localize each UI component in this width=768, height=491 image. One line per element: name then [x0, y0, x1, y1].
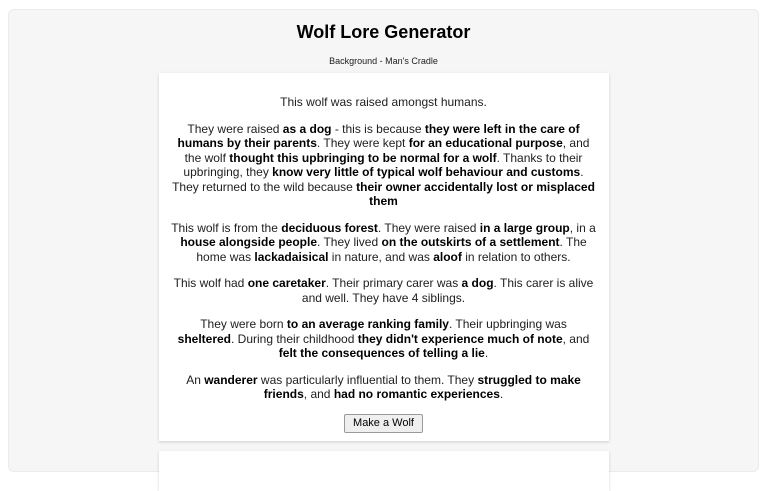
lore-paragraph-caretaker: This wolf had one caretaker. Their primary carer was a dog. This carer is alive and well. They have 4 siblings.	[173, 276, 594, 305]
generator-panel	[8, 9, 759, 472]
lore-paragraph-relationships: An wanderer was particularly influential to them. They struggled to make friends, and had no romantic experiences.	[186, 372, 581, 401]
next-lore-card	[159, 451, 609, 491]
button-row	[171, 414, 597, 433]
lore-card	[159, 73, 609, 441]
lore-paragraph-family: They were born to an average ranking family. Their upbringing was sheltered. During their childhood they didn't experience much of note, and felt the consequences of telling a lie.	[177, 317, 590, 360]
page-subtitle: Background - Man's Cradle	[329, 56, 438, 66]
lore-paragraph-upbringing: They were raised as a dog - this is because they were left in the care of humans by their parents. They were kept for an educational purpose, and the wolf thought this upbringing to be normal for a wolf. Thanks to their upbringing, they know very little of typical wolf behaviour and customs. They returned to the wild because their owner accidentally lost or misplaced them	[172, 121, 595, 208]
lore-paragraph-origin: This wolf was raised amongst humans.	[280, 95, 487, 109]
page-title: Wolf Lore Generator	[296, 22, 471, 42]
make-a-wolf-button[interactable]: Make a Wolf	[344, 414, 423, 433]
lore-paragraph-home: This wolf is from the deciduous forest. They were raised in a large group, in a house alongside people. They lived on the outskirts of a settlement. The home was lackadaisical in nature, and was aloof in relation to others.	[171, 220, 596, 264]
